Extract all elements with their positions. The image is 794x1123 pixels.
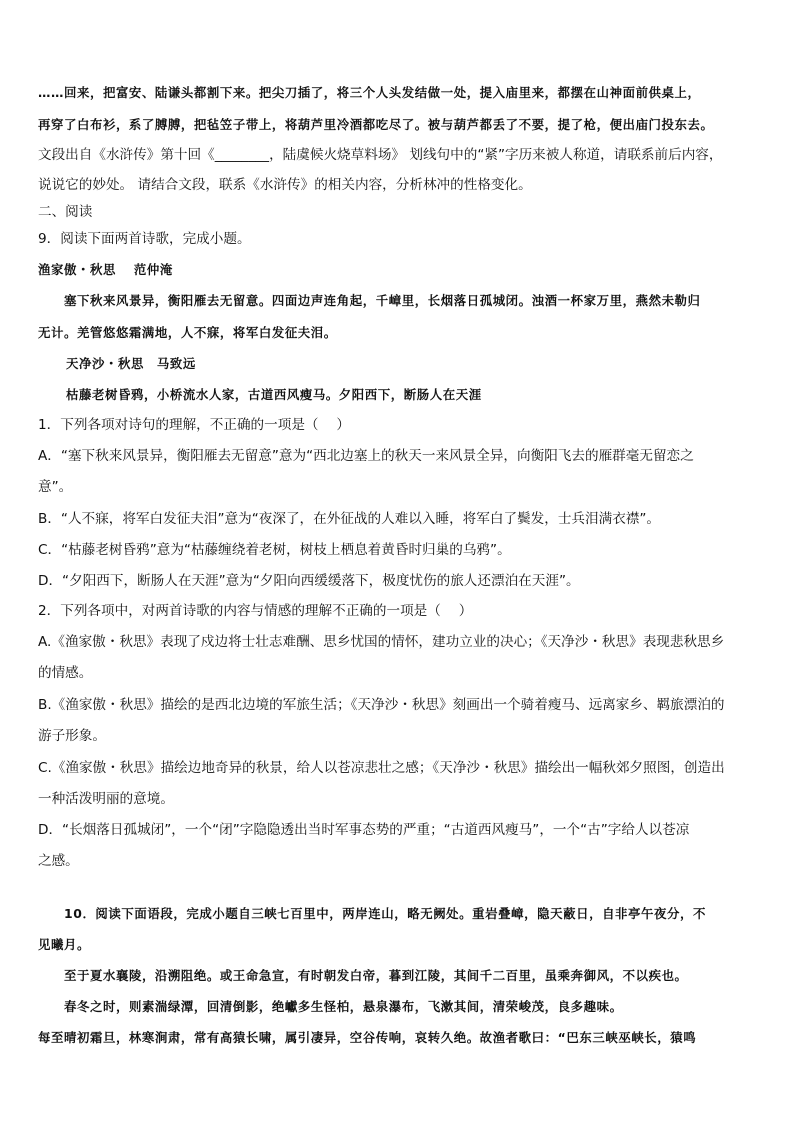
sub-question-2-option-b-line-1: B.《渔家傲・秋思》描绘的是西北边境的军旅生活；《天净沙・秋思》刻画出一个骑着瘦马、远离家乡、羁旅漂泊的 — [38, 697, 725, 713]
sub-question-2-option-a-line-1: A.《渔家傲・秋思》表现了戍边将士壮志难酬、思乡忧国的情怀，建功立业的决心；《天净沙・秋思》表现悲秋思乡 — [38, 634, 725, 650]
question-10-line-4: 春冬之时，则素湍绿潭，回清倒影，绝巘多生怪柏，悬泉瀑布，飞漱其间，清荣峻茂，良多趣味。 — [64, 999, 623, 1014]
sub-question-2-option-c-line-1: C.《渔家傲・秋思》描绘边地奇异的秋景，给人以苍凉悲壮之感；《天净沙・秋思》描绘出一幅秋郊夕照图，创造出 — [38, 760, 725, 776]
sub-question-1-option-b: B．“人不寐，将军白发征夫泪”意为“夜深了，在外征战的人难以入睡，将军白了鬓发，士兵泪满衣襟”。 — [38, 511, 661, 527]
sub-question-1-option-a-line-1: A．“塞下秋来风景异，衡阳雁去无留意”意为“西北边塞上的秋天一来风景全异，向衡阳飞去的雁群毫无留恋之 — [38, 448, 694, 464]
passage-line-1: ……回来，把富安、陆谦头都割下来。把尖刀插了，将三个人头发结做一处，提入庙里来，都摆在山神面前供桌上， — [38, 85, 701, 100]
question-10-line-3: 至于夏水襄陵，沿溯阻绝。或王命急宣，有时朝发白帝，暮到江陵，其间千二百里，虽乘奔御风，不以疾也。 — [64, 968, 688, 983]
sub-question-2-stem: 2．下列各项中，对两首诗歌的内容与情感的理解不正确的一项是（ ） — [38, 603, 473, 619]
question-10-line-5: 每至晴初霜旦，林寒涧肃，常有高猿长啸，属引凄异，空谷传响，哀转久绝。故渔者歌曰：“巴东三峡巫峡长，猿鸣 — [38, 1030, 697, 1045]
poem-2-line-1: 枯藤老树昏鸦，小桥流水人家，古道西风瘦马。夕阳西下，断肠人在天涯 — [66, 387, 482, 402]
question-10-line-2: 见曦月。 — [38, 937, 90, 952]
question-10-line-1: 10．阅读下面语段，完成小题自三峡七百里中，两岸连山，略无阙处。重岩叠嶂，隐天蔽日，自非亭午夜分，不 — [64, 906, 706, 921]
sub-question-2-option-d-line-1: D．“长烟落日孤城闭”，一个“闭”字隐隐透出当时军事态势的严重；“古道西风瘦马”，一个“古”字给人以苍凉 — [38, 822, 690, 838]
sub-question-2-option-b-line-2: 游子形象。 — [38, 728, 106, 744]
poem-2-title: 天净沙・秋思 马致远 — [66, 356, 196, 371]
sub-question-2-option-c-line-2: 一种活泼明丽的意境。 — [38, 791, 174, 807]
sub-question-2-option-d-line-2: 之感。 — [38, 853, 79, 869]
question-8-line-2: 说说它的妙处。 请结合文段，联系《水浒传》的相关内容，分析林冲的性格变化。 — [38, 177, 532, 193]
sub-question-2-option-a-line-2: 的情感。 — [38, 665, 93, 681]
section-heading: 二、阅读 — [38, 204, 93, 220]
poem-1-line-2: 无计。羌管悠悠霜满地，人不寐，将军白发征夫泪。 — [38, 325, 337, 340]
passage-line-2: 再穿了白布衫，系了膊膊，把毡笠子带上，将葫芦里冷酒都吃尽了。被与葫芦都丢了不要，提了枪，便出庙门投东去。 — [38, 117, 714, 132]
question-9-stem: 9．阅读下面两首诗歌，完成小题。 — [38, 231, 251, 247]
sub-question-1-option-c: C．“枯藤老树昏鸦”意为“枯藤缠绕着老树，树枝上栖息着黄昏时归巢的乌鸦”。 — [38, 542, 511, 558]
sub-question-1-stem: 1．下列各项对诗句的理解，不正确的一项是（ ） — [38, 417, 351, 433]
sub-question-1-option-a-line-2: 意”。 — [38, 479, 73, 495]
sub-question-1-option-d: D．“夕阳西下，断肠人在天涯”意为“夕阳向西缓缓落下，极度忧伤的旅人还漂泊在天涯”。 — [38, 573, 580, 589]
poem-1-line-1: 塞下秋来风景异，衡阳雁去无留意。四面边声连角起，千嶂里，长烟落日孤城闭。浊酒一杯家万里，燕然未勒归 — [64, 293, 701, 308]
poem-1-title: 渔家傲・秋思 范仲淹 — [38, 262, 173, 277]
question-8-line-1: 文段出自《水浒传》第十回《________，陆虞候火烧草料场》 划线句中的“紧”字历来被人称道，请联系前后内容， — [38, 147, 723, 163]
